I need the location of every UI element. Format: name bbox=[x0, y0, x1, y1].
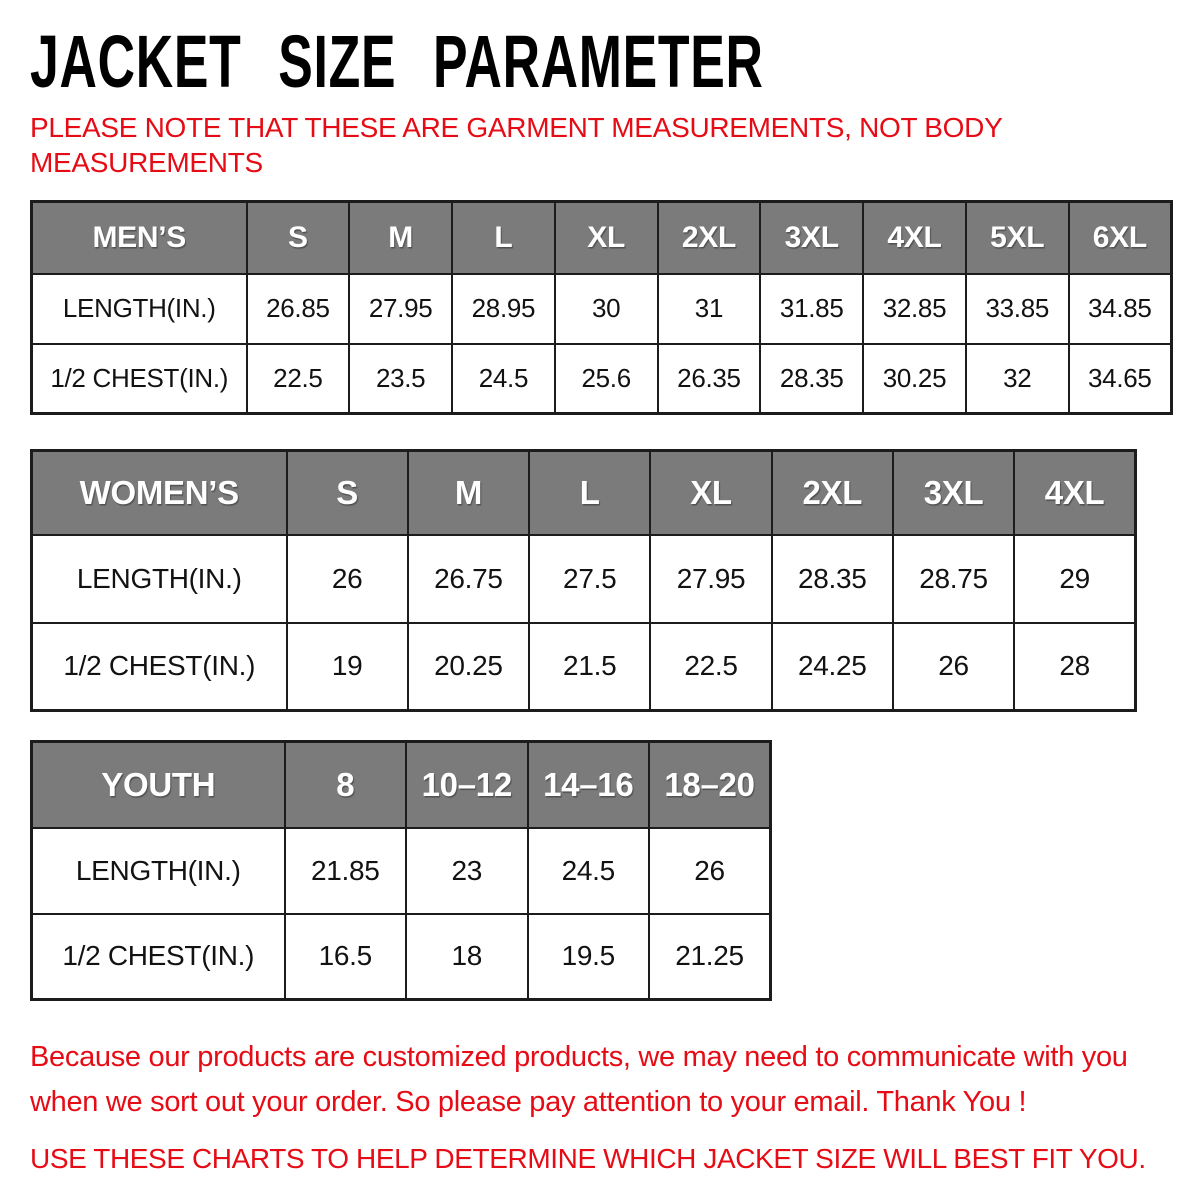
mens-size-header-cell: S bbox=[247, 202, 350, 274]
womens-value-cell: 28 bbox=[1014, 623, 1135, 711]
youth-value-cell: 24.5 bbox=[528, 828, 650, 914]
womens-value-cell: 24.25 bbox=[772, 623, 893, 711]
mens-value-cell: 32.85 bbox=[863, 274, 966, 344]
youth-size-header-cell: 14–16 bbox=[528, 742, 650, 828]
mens-row-label: 1/2 CHEST(IN.) bbox=[32, 344, 247, 414]
womens-size-header-cell: S bbox=[287, 451, 408, 535]
mens-value-cell: 34.65 bbox=[1069, 344, 1172, 414]
womens-value-cell: 22.5 bbox=[650, 623, 771, 711]
womens-size-table bbox=[30, 449, 1137, 712]
womens-value-cell: 26 bbox=[287, 535, 408, 623]
mens-value-cell: 26.85 bbox=[247, 274, 350, 344]
youth-size-header-cell: 10–12 bbox=[406, 742, 528, 828]
garment-measurement-note-line2: MEASUREMENTS bbox=[30, 147, 263, 178]
womens-value-cell: 27.95 bbox=[650, 535, 771, 623]
mens-value-cell: 32 bbox=[966, 344, 1069, 414]
youth-table-row bbox=[32, 914, 771, 1000]
youth-table-row bbox=[32, 828, 771, 914]
mens-value-cell: 22.5 bbox=[247, 344, 350, 414]
youth-value-cell: 23 bbox=[406, 828, 528, 914]
youth-value-cell: 21.25 bbox=[649, 914, 771, 1000]
mens-value-cell: 27.95 bbox=[349, 274, 452, 344]
page-title: JACKET SIZE PARAMETER bbox=[30, 20, 764, 103]
mens-size-table bbox=[30, 200, 1173, 415]
youth-value-cell: 18 bbox=[406, 914, 528, 1000]
womens-size-header-cell: M bbox=[408, 451, 529, 535]
mens-size-header-cell: XL bbox=[555, 202, 658, 274]
mens-value-cell: 30.25 bbox=[863, 344, 966, 414]
customization-notice bbox=[30, 1035, 1200, 1125]
mens-value-cell: 28.95 bbox=[452, 274, 555, 344]
mens-value-cell: 30 bbox=[555, 274, 658, 344]
mens-value-cell: 23.5 bbox=[349, 344, 452, 414]
mens-value-cell: 33.85 bbox=[966, 274, 1069, 344]
womens-header-row bbox=[32, 451, 1136, 535]
womens-value-cell: 21.5 bbox=[529, 623, 650, 711]
youth-table-title-cell: YOUTH bbox=[32, 742, 285, 828]
youth-size-header-cell: 18–20 bbox=[649, 742, 771, 828]
womens-value-cell: 28.75 bbox=[893, 535, 1014, 623]
mens-size-header-cell: 2XL bbox=[658, 202, 761, 274]
mens-table-row bbox=[32, 344, 1172, 414]
youth-size-header-cell: 8 bbox=[285, 742, 407, 828]
mens-value-cell: 34.85 bbox=[1069, 274, 1172, 344]
womens-row-label: LENGTH(IN.) bbox=[32, 535, 287, 623]
garment-measurement-note bbox=[30, 110, 1200, 180]
mens-value-cell: 31 bbox=[658, 274, 761, 344]
mens-size-header-cell: M bbox=[349, 202, 452, 274]
mens-value-cell: 28.35 bbox=[760, 344, 863, 414]
garment-measurement-note-line1: PLEASE NOTE THAT THESE ARE GARMENT MEASUREMENTS, NOT BODY bbox=[30, 112, 1003, 143]
mens-size-header-cell: 6XL bbox=[1069, 202, 1172, 274]
youth-header-row bbox=[32, 742, 771, 828]
womens-value-cell: 26 bbox=[893, 623, 1014, 711]
mens-value-cell: 26.35 bbox=[658, 344, 761, 414]
youth-row-label: LENGTH(IN.) bbox=[32, 828, 285, 914]
mens-table-row bbox=[32, 274, 1172, 344]
mens-size-header-cell: 4XL bbox=[863, 202, 966, 274]
youth-size-table bbox=[30, 740, 772, 1001]
womens-value-cell: 26.75 bbox=[408, 535, 529, 623]
customization-notice-line1: Because our products are customized products, we may need to communicate with you bbox=[30, 1041, 1128, 1073]
womens-size-header-cell: 3XL bbox=[893, 451, 1014, 535]
customization-notice-line2: when we sort out your order. So please pay attention to your email. Thank You ! bbox=[30, 1086, 1027, 1118]
mens-value-cell: 31.85 bbox=[760, 274, 863, 344]
womens-value-cell: 20.25 bbox=[408, 623, 529, 711]
womens-size-header-cell: 4XL bbox=[1014, 451, 1135, 535]
womens-table-row bbox=[32, 535, 1136, 623]
chart-usage-instruction: USE THESE CHARTS TO HELP DETERMINE WHICH JACKET SIZE WILL BEST FIT YOU. bbox=[30, 1143, 1146, 1174]
womens-size-header-cell: 2XL bbox=[772, 451, 893, 535]
mens-size-header-cell: L bbox=[452, 202, 555, 274]
youth-value-cell: 16.5 bbox=[285, 914, 407, 1000]
youth-value-cell: 21.85 bbox=[285, 828, 407, 914]
mens-row-label: LENGTH(IN.) bbox=[32, 274, 247, 344]
womens-table-title-cell: WOMEN’S bbox=[32, 451, 287, 535]
mens-value-cell: 25.6 bbox=[555, 344, 658, 414]
womens-value-cell: 27.5 bbox=[529, 535, 650, 623]
youth-value-cell: 26 bbox=[649, 828, 771, 914]
youth-row-label: 1/2 CHEST(IN.) bbox=[32, 914, 285, 1000]
womens-value-cell: 19 bbox=[287, 623, 408, 711]
youth-value-cell: 19.5 bbox=[528, 914, 650, 1000]
mens-table-title-cell: MEN’S bbox=[32, 202, 247, 274]
mens-size-header-cell: 3XL bbox=[760, 202, 863, 274]
womens-value-cell: 29 bbox=[1014, 535, 1135, 623]
womens-size-header-cell: L bbox=[529, 451, 650, 535]
womens-value-cell: 28.35 bbox=[772, 535, 893, 623]
mens-size-header-cell: 5XL bbox=[966, 202, 1069, 274]
mens-value-cell: 24.5 bbox=[452, 344, 555, 414]
womens-size-header-cell: XL bbox=[650, 451, 771, 535]
womens-table-row bbox=[32, 623, 1136, 711]
womens-row-label: 1/2 CHEST(IN.) bbox=[32, 623, 287, 711]
mens-header-row bbox=[32, 202, 1172, 274]
